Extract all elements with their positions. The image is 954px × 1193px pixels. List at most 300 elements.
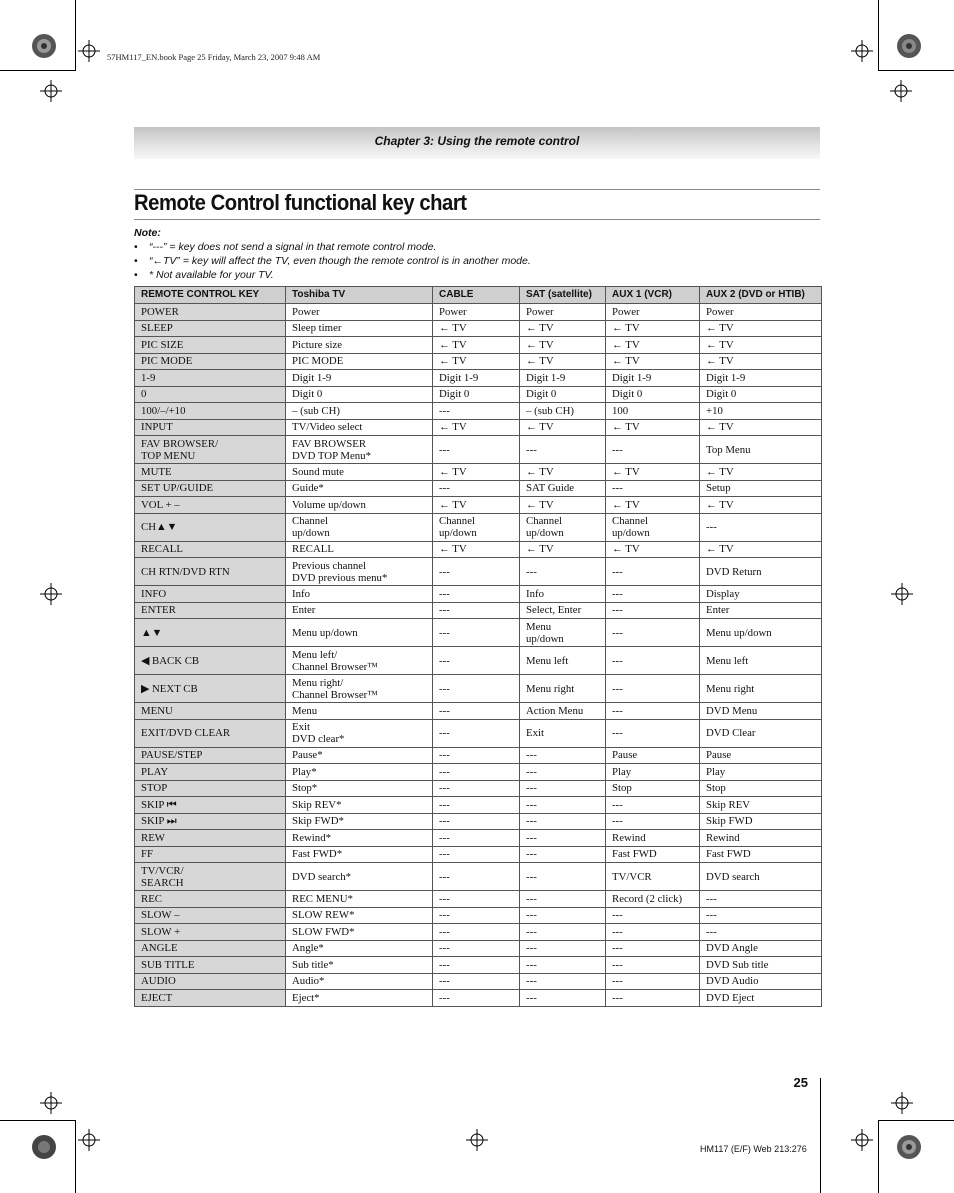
key-name-cell: SLOW – xyxy=(135,907,286,924)
key-name-cell: INFO xyxy=(135,586,286,603)
key-function-cell: ← TV xyxy=(606,497,700,514)
table-row xyxy=(135,320,822,337)
key-name-cell: PAUSE/STEP xyxy=(135,747,286,764)
key-function-cell: --- xyxy=(433,436,520,464)
key-function-cell: Power xyxy=(433,304,520,321)
key-name-cell: SUB TITLE xyxy=(135,957,286,974)
key-function-cell: --- xyxy=(700,924,822,941)
key-name-cell: SET UP/GUIDE xyxy=(135,480,286,497)
key-function-cell: --- xyxy=(606,602,700,619)
table-row xyxy=(135,353,822,370)
key-function-cell: Menu xyxy=(286,703,433,720)
key-name-cell: ▲▼ xyxy=(135,619,286,647)
table-row xyxy=(135,497,822,514)
key-function-cell: --- xyxy=(606,957,700,974)
key-function-cell: ← TV xyxy=(520,353,606,370)
key-function-cell: Skip FWD* xyxy=(286,813,433,830)
crop-line xyxy=(75,1120,76,1193)
key-function-cell: --- xyxy=(606,703,700,720)
key-function-cell: --- xyxy=(520,940,606,957)
crosshair-icon xyxy=(40,583,62,605)
table-row xyxy=(135,719,822,747)
key-function-cell: Power xyxy=(700,304,822,321)
key-function-cell: Channel up/down xyxy=(606,513,700,541)
key-function-cell: Channel up/down xyxy=(520,513,606,541)
key-function-cell: --- xyxy=(520,863,606,891)
key-function-cell: --- xyxy=(433,586,520,603)
key-function-cell: DVD Sub title xyxy=(700,957,822,974)
key-function-cell: --- xyxy=(433,863,520,891)
key-chart-table xyxy=(134,286,822,1007)
key-function-cell: --- xyxy=(433,891,520,908)
key-function-cell: ← TV xyxy=(700,320,822,337)
key-function-cell: ← TV xyxy=(700,464,822,481)
crop-line xyxy=(0,70,76,71)
column-header: AUX 1 (VCR) xyxy=(606,287,700,304)
key-function-cell: Power xyxy=(520,304,606,321)
key-function-cell: --- xyxy=(433,940,520,957)
table-row xyxy=(135,813,822,830)
key-function-cell: Skip FWD xyxy=(700,813,822,830)
key-name-cell: REC xyxy=(135,891,286,908)
key-function-cell: Sleep timer xyxy=(286,320,433,337)
key-function-cell: Digit 1-9 xyxy=(433,370,520,387)
crop-line xyxy=(878,1120,954,1121)
key-function-cell: --- xyxy=(606,619,700,647)
key-function-cell: --- xyxy=(433,797,520,814)
key-function-cell: Pause xyxy=(700,747,822,764)
key-function-cell: --- xyxy=(606,924,700,941)
key-function-cell: ← TV xyxy=(606,337,700,354)
key-function-cell: Channel up/down xyxy=(286,513,433,541)
key-function-cell: Menu right/ Channel Browser™ xyxy=(286,675,433,703)
key-function-cell: ← TV xyxy=(606,419,700,436)
key-name-cell: 100/–/+10 xyxy=(135,403,286,420)
key-function-cell: Action Menu xyxy=(520,703,606,720)
key-function-cell: --- xyxy=(433,480,520,497)
key-function-cell: DVD Audio xyxy=(700,973,822,990)
chapter-title: Chapter 3: Using the remote control xyxy=(374,134,580,148)
key-function-cell: --- xyxy=(520,813,606,830)
key-function-cell: Play xyxy=(606,764,700,781)
crosshair-icon xyxy=(78,1129,100,1151)
column-header: CABLE xyxy=(433,287,520,304)
key-function-cell: --- xyxy=(520,957,606,974)
key-function-cell: TV/Video select xyxy=(286,419,433,436)
key-function-cell: ← TV xyxy=(700,419,822,436)
key-name-cell: SKIP ⏮ xyxy=(135,797,286,814)
column-header: Toshiba TV xyxy=(286,287,433,304)
key-name-cell: 1-9 xyxy=(135,370,286,387)
key-function-cell: --- xyxy=(700,513,822,541)
margin-line xyxy=(820,1078,821,1193)
key-function-cell: ← TV xyxy=(520,337,606,354)
key-function-cell: ← TV xyxy=(433,419,520,436)
key-function-cell: Menu up/down xyxy=(286,619,433,647)
key-function-cell: 100 xyxy=(606,403,700,420)
table-row xyxy=(135,907,822,924)
key-name-cell: MENU xyxy=(135,703,286,720)
key-function-cell: SLOW FWD* xyxy=(286,924,433,941)
key-function-cell: REC MENU* xyxy=(286,891,433,908)
note-item: • * Not available for your TV. xyxy=(134,268,820,282)
key-function-cell: ← TV xyxy=(606,353,700,370)
key-function-cell: --- xyxy=(606,990,700,1007)
key-name-cell: VOL + – xyxy=(135,497,286,514)
page-title: Remote Control functional key chart xyxy=(134,190,467,215)
table-row xyxy=(135,990,822,1007)
key-function-cell: Menu up/down xyxy=(520,619,606,647)
key-function-cell: Select, Enter xyxy=(520,602,606,619)
crosshair-icon xyxy=(40,80,62,102)
column-header: AUX 2 (DVD or HTIB) xyxy=(700,287,822,304)
key-function-cell: --- xyxy=(520,907,606,924)
table-row xyxy=(135,419,822,436)
note-label: Note: xyxy=(134,227,161,239)
key-function-cell: --- xyxy=(520,436,606,464)
key-function-cell: --- xyxy=(520,990,606,1007)
table-row xyxy=(135,780,822,797)
key-name-cell: MUTE xyxy=(135,464,286,481)
key-function-cell: --- xyxy=(606,586,700,603)
key-function-cell: DVD search* xyxy=(286,863,433,891)
key-function-cell: --- xyxy=(433,813,520,830)
key-function-cell: --- xyxy=(606,436,700,464)
key-function-cell: --- xyxy=(433,719,520,747)
table-row xyxy=(135,830,822,847)
key-function-cell: Menu right xyxy=(520,675,606,703)
key-function-cell: --- xyxy=(520,830,606,847)
key-function-cell: DVD Menu xyxy=(700,703,822,720)
key-function-cell: --- xyxy=(520,558,606,586)
key-function-cell: Picture size xyxy=(286,337,433,354)
key-function-cell: --- xyxy=(433,703,520,720)
key-name-cell: REW xyxy=(135,830,286,847)
key-function-cell: --- xyxy=(433,846,520,863)
table-row xyxy=(135,337,822,354)
key-function-cell: --- xyxy=(606,719,700,747)
key-function-cell: ← TV xyxy=(433,320,520,337)
key-function-cell: --- xyxy=(606,558,700,586)
key-function-cell: DVD Eject xyxy=(700,990,822,1007)
key-function-cell: +10 xyxy=(700,403,822,420)
key-name-cell: INPUT xyxy=(135,419,286,436)
key-function-cell: PIC MODE xyxy=(286,353,433,370)
footer-code: HM117 (E/F) Web 213:276 xyxy=(700,1144,807,1154)
key-function-cell: Power xyxy=(606,304,700,321)
key-function-cell: Digit 1-9 xyxy=(286,370,433,387)
key-function-cell: --- xyxy=(433,924,520,941)
table-row xyxy=(135,558,822,586)
note-item: • “---” = key does not send a signal in that remote control mode. xyxy=(134,240,820,254)
key-function-cell: DVD Clear xyxy=(700,719,822,747)
key-function-cell: Digit 1-9 xyxy=(606,370,700,387)
table-row xyxy=(135,386,822,403)
key-function-cell: DVD Return xyxy=(700,558,822,586)
notes-list xyxy=(134,240,820,282)
table-row xyxy=(135,940,822,957)
key-function-cell: Play* xyxy=(286,764,433,781)
key-function-cell: DVD Angle xyxy=(700,940,822,957)
key-name-cell: AUDIO xyxy=(135,973,286,990)
key-function-cell: Fast FWD* xyxy=(286,846,433,863)
key-function-cell: ← TV xyxy=(700,337,822,354)
key-function-cell: SAT Guide xyxy=(520,480,606,497)
key-function-cell: Sub title* xyxy=(286,957,433,974)
key-function-cell: Previous channel DVD previous menu* xyxy=(286,558,433,586)
key-function-cell: ← TV xyxy=(520,464,606,481)
table-row xyxy=(135,370,822,387)
key-name-cell: CH RTN/DVD RTN xyxy=(135,558,286,586)
key-function-cell: Digit 0 xyxy=(700,386,822,403)
key-function-cell: Top Menu xyxy=(700,436,822,464)
key-function-cell: ← TV xyxy=(433,541,520,558)
key-function-cell: --- xyxy=(433,764,520,781)
crosshair-icon xyxy=(78,40,100,62)
key-function-cell: --- xyxy=(433,558,520,586)
key-name-cell: 0 xyxy=(135,386,286,403)
key-function-cell: – (sub CH) xyxy=(520,403,606,420)
key-function-cell: --- xyxy=(700,907,822,924)
key-function-cell: --- xyxy=(433,647,520,675)
key-function-cell: Menu up/down xyxy=(700,619,822,647)
table-row xyxy=(135,464,822,481)
table-row xyxy=(135,957,822,974)
crop-line xyxy=(75,0,76,70)
key-function-cell: Stop xyxy=(700,780,822,797)
print-info-line: 57HM117_EN.book Page 25 Friday, March 23, 2007 9:48 AM xyxy=(107,52,321,62)
key-function-cell: ← TV xyxy=(700,497,822,514)
key-name-cell: SKIP ⏭ xyxy=(135,813,286,830)
key-function-cell: Stop xyxy=(606,780,700,797)
key-function-cell: FAV BROWSER DVD TOP Menu* xyxy=(286,436,433,464)
key-function-cell: TV/VCR xyxy=(606,863,700,891)
key-function-cell: --- xyxy=(520,891,606,908)
key-function-cell: Guide* xyxy=(286,480,433,497)
key-function-cell: --- xyxy=(433,602,520,619)
crosshair-icon xyxy=(890,80,912,102)
key-function-cell: Enter xyxy=(700,602,822,619)
key-function-cell: --- xyxy=(606,973,700,990)
crosshair-icon xyxy=(891,1092,913,1114)
crosshair-icon xyxy=(40,1092,62,1114)
key-function-cell: --- xyxy=(606,813,700,830)
key-function-cell: --- xyxy=(433,747,520,764)
table-header-row xyxy=(135,287,822,304)
table-row xyxy=(135,747,822,764)
key-name-cell: EJECT xyxy=(135,990,286,1007)
key-function-cell: Pause* xyxy=(286,747,433,764)
key-function-cell: --- xyxy=(520,924,606,941)
key-function-cell: --- xyxy=(433,973,520,990)
key-function-cell: --- xyxy=(433,907,520,924)
key-function-cell: ← TV xyxy=(700,541,822,558)
key-function-cell: Menu left/ Channel Browser™ xyxy=(286,647,433,675)
key-function-cell: DVD search xyxy=(700,863,822,891)
table-row xyxy=(135,403,822,420)
key-name-cell: PIC MODE xyxy=(135,353,286,370)
title-rule-bottom xyxy=(134,219,820,220)
key-function-cell: ← TV xyxy=(433,353,520,370)
table-row xyxy=(135,764,822,781)
table-row xyxy=(135,513,822,541)
key-function-cell: --- xyxy=(433,830,520,847)
key-name-cell: PLAY xyxy=(135,764,286,781)
crop-line xyxy=(878,0,879,70)
table-row xyxy=(135,924,822,941)
table-row xyxy=(135,586,822,603)
crop-line xyxy=(0,1120,76,1121)
key-function-cell: Setup xyxy=(700,480,822,497)
table-row xyxy=(135,304,822,321)
key-function-cell: Digit 0 xyxy=(520,386,606,403)
key-function-cell: ← TV xyxy=(520,419,606,436)
key-function-cell: ← TV xyxy=(433,464,520,481)
table-row xyxy=(135,675,822,703)
key-name-cell: FAV BROWSER/ TOP MENU xyxy=(135,436,286,464)
key-function-cell: Power xyxy=(286,304,433,321)
key-function-cell: ← TV xyxy=(606,320,700,337)
key-function-cell: Menu left xyxy=(700,647,822,675)
notes-block xyxy=(134,227,820,282)
crosshair-icon xyxy=(851,40,873,62)
key-function-cell: ← TV xyxy=(606,541,700,558)
key-function-cell: Channel up/down xyxy=(433,513,520,541)
crop-line xyxy=(878,70,954,71)
table-row xyxy=(135,541,822,558)
key-function-cell: --- xyxy=(606,647,700,675)
crosshair-icon xyxy=(466,1129,488,1151)
key-function-cell: --- xyxy=(520,846,606,863)
key-function-cell: Play xyxy=(700,764,822,781)
key-function-cell: --- xyxy=(433,403,520,420)
key-function-cell: --- xyxy=(433,990,520,1007)
key-function-cell: --- xyxy=(520,797,606,814)
key-function-cell: Digit 0 xyxy=(606,386,700,403)
key-name-cell: PIC SIZE xyxy=(135,337,286,354)
crosshair-icon xyxy=(891,583,913,605)
key-function-cell: --- xyxy=(433,619,520,647)
crop-line xyxy=(878,1120,879,1193)
table-row xyxy=(135,891,822,908)
table-row xyxy=(135,973,822,990)
table-row xyxy=(135,480,822,497)
crosshair-icon xyxy=(851,1129,873,1151)
key-function-cell: Display xyxy=(700,586,822,603)
key-function-cell: --- xyxy=(433,780,520,797)
table-row xyxy=(135,863,822,891)
key-function-cell: Info xyxy=(520,586,606,603)
key-function-cell: --- xyxy=(606,907,700,924)
key-function-cell: --- xyxy=(433,675,520,703)
table-row xyxy=(135,436,822,464)
key-name-cell: ANGLE xyxy=(135,940,286,957)
key-function-cell: – (sub CH) xyxy=(286,403,433,420)
crop-target-icon xyxy=(895,32,923,60)
table-body xyxy=(135,304,822,1007)
key-function-cell: --- xyxy=(520,764,606,781)
key-function-cell: Stop* xyxy=(286,780,433,797)
key-name-cell: CH▲▼ xyxy=(135,513,286,541)
key-function-cell: Exit DVD clear* xyxy=(286,719,433,747)
key-name-cell: TV/VCR/ SEARCH xyxy=(135,863,286,891)
key-function-cell: --- xyxy=(433,957,520,974)
key-function-cell: Pause xyxy=(606,747,700,764)
key-function-cell: Exit xyxy=(520,719,606,747)
key-function-cell: Menu right xyxy=(700,675,822,703)
key-name-cell: STOP xyxy=(135,780,286,797)
table-row xyxy=(135,619,822,647)
key-function-cell: --- xyxy=(606,940,700,957)
key-function-cell: ← TV xyxy=(433,337,520,354)
key-function-cell: --- xyxy=(520,780,606,797)
key-name-cell: POWER xyxy=(135,304,286,321)
note-item: • “←TV” = key will affect the TV, even though the remote control is in another mode. xyxy=(134,254,820,268)
key-function-cell: Menu left xyxy=(520,647,606,675)
key-function-cell: Digit 1-9 xyxy=(700,370,822,387)
key-function-cell: Skip REV xyxy=(700,797,822,814)
key-function-cell: SLOW REW* xyxy=(286,907,433,924)
key-function-cell: Sound mute xyxy=(286,464,433,481)
key-function-cell: ← TV xyxy=(520,320,606,337)
key-name-cell: ◀ BACK CB xyxy=(135,647,286,675)
key-name-cell: ENTER xyxy=(135,602,286,619)
key-function-cell: Digit 1-9 xyxy=(520,370,606,387)
key-function-cell: --- xyxy=(606,480,700,497)
key-function-cell: Volume up/down xyxy=(286,497,433,514)
key-function-cell: Rewind xyxy=(606,830,700,847)
table-row xyxy=(135,797,822,814)
key-function-cell: ← TV xyxy=(433,497,520,514)
key-function-cell: Enter xyxy=(286,602,433,619)
key-function-cell: Angle* xyxy=(286,940,433,957)
key-name-cell: FF xyxy=(135,846,286,863)
key-name-cell: ▶ NEXT CB xyxy=(135,675,286,703)
key-function-cell: ← TV xyxy=(606,464,700,481)
page-number: 25 xyxy=(793,1075,808,1090)
table-row xyxy=(135,703,822,720)
key-name-cell: SLOW + xyxy=(135,924,286,941)
key-function-cell: --- xyxy=(700,891,822,908)
key-function-cell: Fast FWD xyxy=(700,846,822,863)
table-row xyxy=(135,846,822,863)
crop-target-icon xyxy=(895,1133,923,1161)
key-function-cell: Digit 0 xyxy=(433,386,520,403)
column-header: SAT (satellite) xyxy=(520,287,606,304)
key-function-cell: Eject* xyxy=(286,990,433,1007)
key-function-cell: Record (2 click) xyxy=(606,891,700,908)
key-name-cell: RECALL xyxy=(135,541,286,558)
key-function-cell: RECALL xyxy=(286,541,433,558)
key-function-cell: ← TV xyxy=(520,541,606,558)
key-function-cell: Fast FWD xyxy=(606,846,700,863)
column-header: REMOTE CONTROL KEY xyxy=(135,287,286,304)
crop-target-icon xyxy=(30,1133,58,1161)
key-function-cell: Info xyxy=(286,586,433,603)
key-function-cell: --- xyxy=(606,797,700,814)
key-name-cell: SLEEP xyxy=(135,320,286,337)
key-function-cell: Digit 0 xyxy=(286,386,433,403)
key-function-cell: Rewind xyxy=(700,830,822,847)
key-function-cell: --- xyxy=(606,675,700,703)
table-row xyxy=(135,647,822,675)
crop-target-icon xyxy=(30,32,58,60)
key-function-cell: --- xyxy=(520,747,606,764)
key-function-cell: --- xyxy=(520,973,606,990)
key-function-cell: Skip REV* xyxy=(286,797,433,814)
key-function-cell: Audio* xyxy=(286,973,433,990)
key-name-cell: EXIT/DVD CLEAR xyxy=(135,719,286,747)
